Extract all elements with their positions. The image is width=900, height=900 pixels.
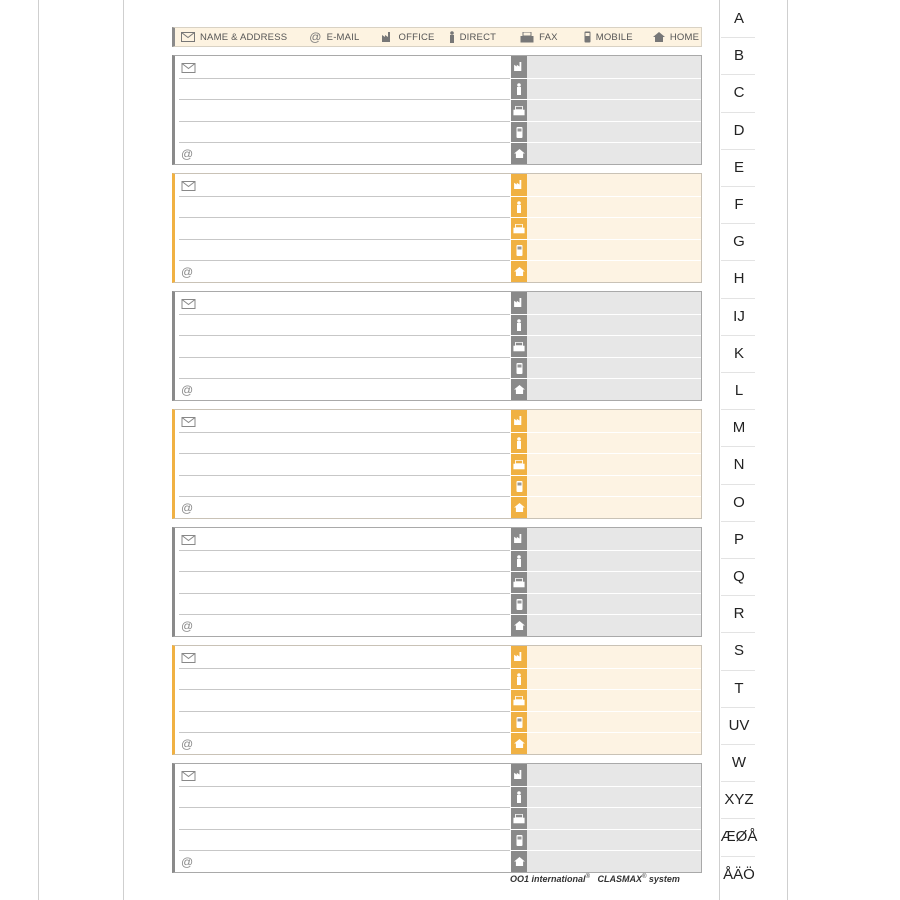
fax-icon — [520, 32, 534, 43]
writing-line — [527, 357, 701, 358]
writing-line — [179, 689, 510, 690]
phone-numbers-area[interactable] — [527, 764, 701, 872]
index-tab[interactable]: O — [733, 493, 745, 511]
fax-icon — [511, 217, 527, 239]
house-icon — [511, 260, 527, 282]
writing-line — [527, 217, 701, 218]
phone-numbers-area[interactable] — [527, 292, 701, 400]
tab-divider — [721, 74, 755, 75]
tab-divider — [721, 856, 755, 857]
legend-office: OFFICE — [382, 32, 435, 43]
mobile-phone-icon — [511, 711, 527, 733]
writing-line — [527, 593, 701, 594]
mobile-phone-icon — [511, 357, 527, 379]
writing-line — [527, 689, 701, 690]
writing-line — [527, 260, 701, 261]
brand-name: OO1 international — [510, 874, 586, 884]
tab-divider — [721, 112, 755, 113]
name-address-area[interactable] — [175, 410, 510, 518]
factory-icon — [511, 528, 527, 549]
person-icon — [449, 31, 455, 43]
writing-line — [179, 78, 510, 79]
address-card — [172, 763, 702, 873]
field-legend — [172, 27, 702, 47]
writing-line — [179, 378, 510, 379]
index-tab[interactable]: S — [733, 642, 744, 660]
at-icon: @ — [309, 30, 322, 44]
person-icon — [511, 432, 527, 454]
envelope-icon — [181, 532, 196, 550]
mobile-phone-icon — [511, 593, 527, 615]
envelope-icon — [181, 60, 196, 78]
footer-brand: OO1 international® CLASMAX® system — [510, 874, 680, 884]
envelope-icon — [181, 768, 196, 786]
index-tab[interactable]: E — [733, 158, 744, 176]
writing-line — [527, 239, 701, 240]
legend-name-address: NAME & ADDRESS — [181, 32, 287, 43]
legend-direct: DIRECT — [449, 31, 497, 43]
tab-divider — [721, 744, 755, 745]
left-page-edge — [38, 0, 39, 900]
house-icon — [511, 614, 527, 636]
name-address-area[interactable] — [175, 528, 510, 636]
house-icon — [511, 496, 527, 518]
envelope-icon — [181, 178, 196, 196]
phone-numbers-area[interactable] — [527, 56, 701, 164]
index-tab[interactable]: XYZ — [724, 791, 754, 809]
name-address-area[interactable] — [175, 174, 510, 282]
address-card — [172, 527, 702, 637]
writing-line — [179, 593, 510, 594]
fax-icon — [511, 807, 527, 829]
index-tab[interactable]: IJ — [733, 307, 745, 325]
factory-icon — [511, 646, 527, 667]
tab-divider — [721, 372, 755, 373]
phone-type-icons — [511, 764, 527, 872]
writing-line — [527, 668, 701, 669]
person-icon — [511, 196, 527, 218]
index-tab[interactable]: T — [734, 679, 744, 697]
fax-icon — [511, 689, 527, 711]
index-tab[interactable]: P — [733, 530, 744, 548]
writing-line — [527, 196, 701, 197]
writing-line — [179, 614, 510, 615]
person-icon — [511, 314, 527, 336]
index-tab[interactable]: G — [733, 233, 745, 251]
mobile-phone-icon — [511, 239, 527, 261]
writing-line — [527, 732, 701, 733]
fax-icon — [511, 571, 527, 593]
index-tab[interactable]: ÅÄÖ — [723, 865, 755, 883]
tab-divider — [721, 521, 755, 522]
writing-line — [527, 496, 701, 497]
writing-line — [527, 786, 701, 787]
phone-numbers-area[interactable] — [527, 410, 701, 518]
address-card — [172, 173, 702, 283]
legend-fax: FAX — [520, 32, 558, 43]
tab-divider — [721, 186, 755, 187]
writing-line — [179, 475, 510, 476]
name-address-area[interactable] — [175, 292, 510, 400]
tab-divider — [721, 409, 755, 410]
phone-type-icons — [511, 174, 527, 282]
phone-type-icons — [511, 292, 527, 400]
at-icon: @ — [181, 619, 194, 633]
index-tab[interactable]: K — [733, 344, 744, 362]
writing-line — [527, 475, 701, 476]
tab-divider — [721, 260, 755, 261]
writing-line — [527, 121, 701, 122]
tab-divider — [721, 707, 755, 708]
tab-divider — [721, 781, 755, 782]
tab-divider — [721, 223, 755, 224]
writing-line — [527, 314, 701, 315]
tab-divider — [721, 484, 755, 485]
writing-line — [179, 196, 510, 197]
phone-type-icons — [511, 528, 527, 636]
writing-line — [527, 614, 701, 615]
writing-line — [179, 121, 510, 122]
index-tab[interactable]: H — [733, 270, 745, 288]
writing-line — [527, 807, 701, 808]
writing-line — [179, 496, 510, 497]
writing-line — [179, 99, 510, 100]
house-icon — [511, 732, 527, 754]
sheet-left-edge — [123, 0, 124, 900]
writing-line — [179, 850, 510, 851]
tab-divider — [721, 37, 755, 38]
legend-email: @ E-MAIL — [309, 30, 360, 44]
writing-line — [527, 99, 701, 100]
writing-line — [527, 829, 701, 830]
house-icon — [511, 378, 527, 400]
writing-line — [527, 850, 701, 851]
mobile-phone-icon — [511, 829, 527, 851]
writing-line — [179, 432, 510, 433]
writing-line — [179, 807, 510, 808]
envelope-icon — [181, 650, 196, 668]
system-name: CLASMAX — [597, 874, 642, 884]
tab-divider — [721, 298, 755, 299]
phone-type-icons — [511, 410, 527, 518]
index-tab[interactable]: L — [734, 382, 744, 399]
tab-divider — [721, 335, 755, 336]
writing-line — [527, 142, 701, 143]
writing-line — [179, 314, 510, 315]
envelope-icon — [181, 296, 196, 314]
phone-type-icons — [511, 56, 527, 164]
writing-line — [179, 357, 510, 358]
writing-line — [179, 453, 510, 454]
writing-line — [527, 378, 701, 379]
writing-line — [527, 550, 701, 551]
factory-icon — [511, 174, 527, 195]
factory-icon — [511, 56, 527, 77]
phone-numbers-area[interactable] — [527, 646, 701, 754]
phone-type-icons — [511, 646, 527, 754]
address-card — [172, 55, 702, 165]
writing-line — [179, 711, 510, 712]
writing-line — [527, 711, 701, 712]
fax-icon — [511, 335, 527, 357]
tab-divider — [721, 595, 755, 596]
factory-icon — [511, 410, 527, 431]
writing-line — [179, 239, 510, 240]
system-suffix: system — [648, 874, 680, 884]
writing-line — [179, 142, 510, 143]
house-icon — [653, 32, 665, 42]
writing-line — [179, 732, 510, 733]
at-icon: @ — [181, 147, 194, 161]
tab-divider — [721, 446, 755, 447]
house-icon — [511, 142, 527, 164]
at-icon: @ — [181, 265, 194, 279]
legend-mobile: MOBILE — [584, 31, 633, 43]
alphabet-index-tabs — [719, 0, 787, 900]
tab-divider — [721, 818, 755, 819]
tab-divider — [721, 670, 755, 671]
envelope-icon — [181, 414, 196, 432]
phone-numbers-area[interactable] — [527, 528, 701, 636]
at-icon: @ — [181, 383, 194, 397]
factory-icon — [382, 32, 394, 42]
mobile-phone-icon — [511, 121, 527, 143]
index-tab[interactable]: ÆØÅ — [720, 828, 758, 846]
person-icon — [511, 550, 527, 572]
fax-icon — [511, 453, 527, 475]
index-tab[interactable]: UV — [728, 716, 750, 734]
person-icon — [511, 786, 527, 808]
index-tab[interactable]: C — [733, 84, 745, 102]
tab-divider — [721, 558, 755, 559]
factory-icon — [511, 292, 527, 313]
name-address-area[interactable] — [175, 764, 510, 872]
right-page-edge — [787, 0, 788, 900]
index-tab[interactable]: F — [734, 196, 744, 213]
writing-line — [179, 829, 510, 830]
factory-icon — [511, 764, 527, 785]
tab-divider — [721, 149, 755, 150]
writing-line — [179, 260, 510, 261]
tab-divider — [721, 632, 755, 633]
mobile-phone-icon — [584, 31, 591, 43]
writing-line — [179, 668, 510, 669]
writing-line — [527, 335, 701, 336]
index-tab[interactable]: B — [733, 47, 744, 65]
address-card — [172, 645, 702, 755]
writing-line — [527, 453, 701, 454]
index-tab[interactable]: Q — [733, 568, 745, 585]
index-tab[interactable]: R — [733, 605, 745, 623]
name-address-area[interactable] — [175, 646, 510, 754]
phone-numbers-area[interactable] — [527, 174, 701, 282]
writing-line — [179, 786, 510, 787]
person-icon — [511, 668, 527, 690]
writing-line — [179, 550, 510, 551]
index-tab[interactable]: A — [733, 10, 744, 27]
at-icon: @ — [181, 855, 194, 869]
index-tab[interactable]: M — [732, 419, 746, 437]
writing-line — [527, 432, 701, 433]
writing-line — [179, 571, 510, 572]
index-tab[interactable]: D — [733, 121, 745, 139]
mobile-phone-icon — [511, 475, 527, 497]
person-icon — [511, 78, 527, 100]
house-icon — [511, 850, 527, 872]
writing-line — [179, 217, 510, 218]
index-tab[interactable]: N — [733, 456, 745, 474]
at-icon: @ — [181, 737, 194, 751]
index-tab[interactable]: W — [731, 754, 747, 771]
writing-line — [527, 78, 701, 79]
writing-line — [527, 571, 701, 572]
at-icon: @ — [181, 501, 194, 515]
envelope-icon — [181, 32, 195, 42]
fax-icon — [511, 99, 527, 121]
name-address-area[interactable] — [175, 56, 510, 164]
legend-home: HOME — [653, 32, 699, 43]
address-card — [172, 409, 702, 519]
address-card — [172, 291, 702, 401]
writing-line — [179, 335, 510, 336]
